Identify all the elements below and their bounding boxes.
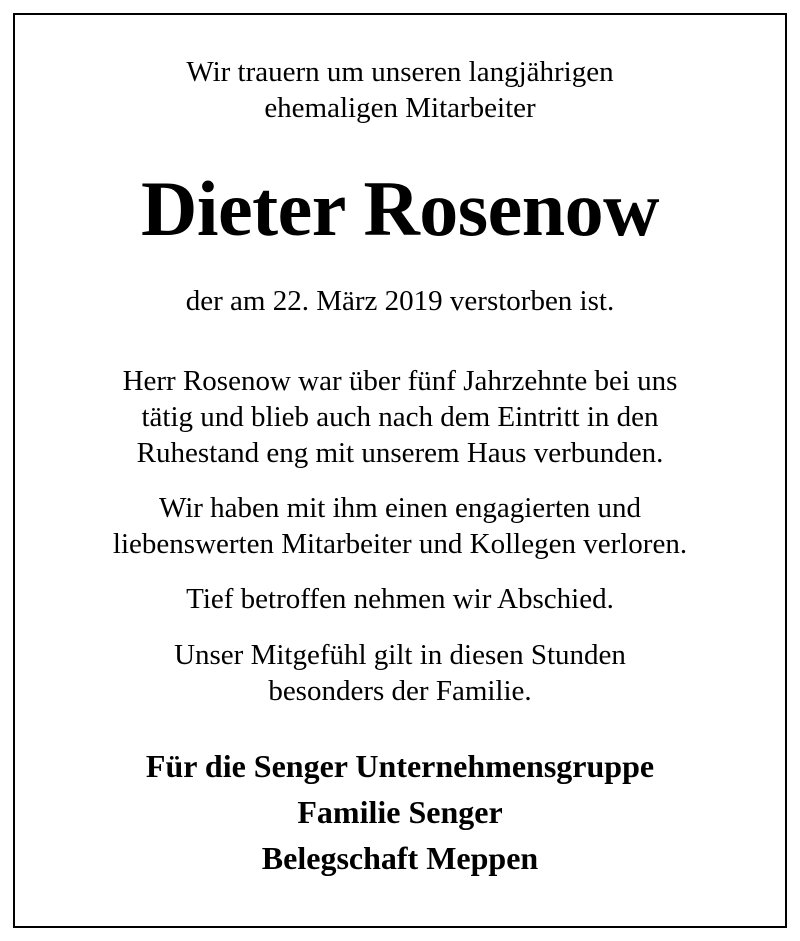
signature-line-1: Für die Senger Unternehmensgruppe	[145, 748, 655, 784]
signature-line-2: Familie Senger	[297, 794, 503, 830]
paragraph-1-line-3: Ruhestand eng mit unserem Haus verbunden.	[136, 437, 664, 469]
paragraph-4-line-1: Unser Mitgefühl gilt in diesen Stunden	[174, 639, 626, 671]
paragraph-2-line-1: Wir haben mit ihm einen engagierten und	[158, 492, 641, 524]
death-date-line: der am 22. März 2019 verstorben ist.	[185, 285, 615, 317]
signature-line-3: Belegschaft Meppen	[261, 840, 539, 876]
paragraph-2-line-2: liebenswerten Mitarbeiter und Kollegen verloren.	[112, 528, 688, 560]
paragraph-1-line-1: Herr Rosenow war über fünf Jahrzehnte bei uns	[122, 365, 678, 397]
deceased-name: Dieter Rosenow	[141, 165, 659, 252]
intro-line-2: ehemaligen Mitarbeiter	[264, 92, 536, 124]
paragraph-3: Tief betroffen nehmen wir Abschied.	[186, 583, 614, 615]
notice-border	[13, 13, 787, 928]
paragraph-1-line-2: tätig und blieb auch nach dem Eintritt in den	[141, 401, 659, 433]
intro-line-1: Wir trauern um unseren langjährigen	[186, 56, 614, 88]
paragraph-4-line-2: besonders der Familie.	[268, 675, 532, 707]
